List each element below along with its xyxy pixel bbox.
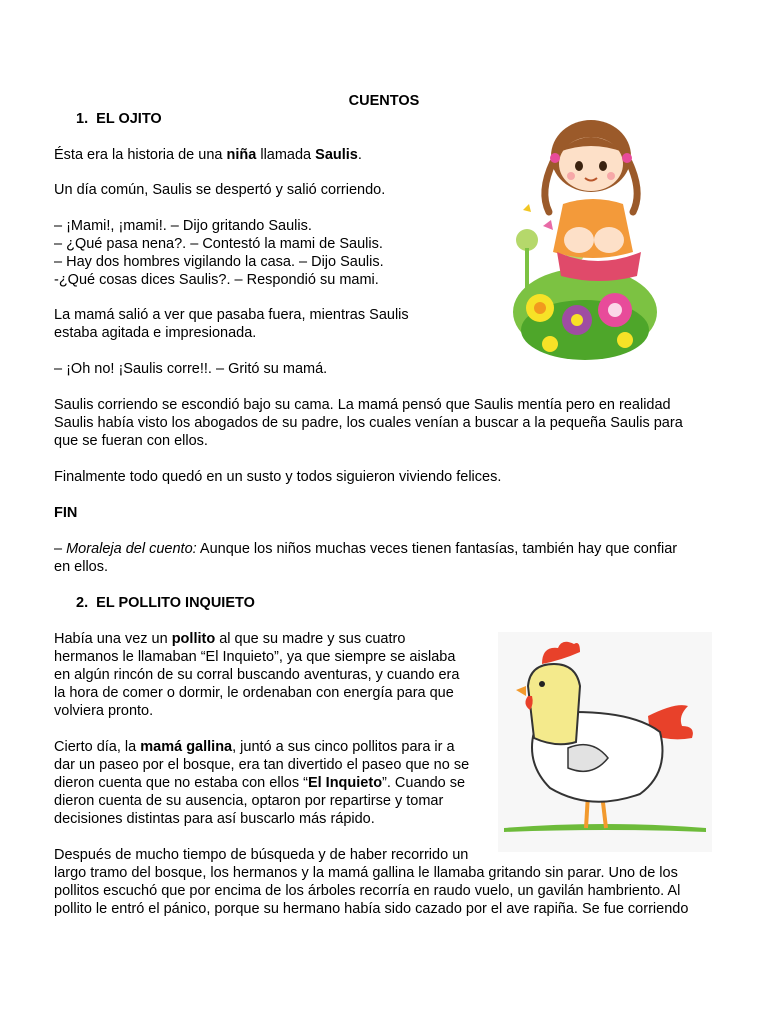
story1-paragraph-4: – ¡Oh no! ¡Saulis corre!!. – Gritó su mamá. xyxy=(54,361,328,377)
story1-paragraph-5-line: Saulis había visto los abogados de su padre, los cuales venían a buscar a la pequeña Saulis para xyxy=(54,415,683,431)
hen-illustration xyxy=(498,632,712,852)
girl-on-flowers-illustration xyxy=(505,112,665,370)
text-run: , juntó a sus cinco pollitos para ir a xyxy=(232,739,455,755)
bold-run: mamá gallina xyxy=(140,739,233,755)
text-run: dieron cuenta que no estaba con ellos “ xyxy=(54,775,308,791)
story1-paragraph-5-line: Saulis corriendo se escondió bajo su cama. La mamá pensó que Saulis mentía pero en realidad xyxy=(54,397,671,413)
story2-p3-line: Después de mucho tiempo de búsqueda y de haber recorrido un xyxy=(54,847,469,863)
story1-paragraph-3-line: La mamá salió a ver que pasaba fuera, mientras Saulis xyxy=(54,307,409,323)
text-run: al que su madre y sus cuatro xyxy=(215,631,406,647)
story2-p2-line: dieron cuenta de su ausencia, optaron por repartirse y tomar xyxy=(54,793,444,809)
butterfly-shape xyxy=(543,220,553,230)
bold-run: El Inquieto xyxy=(307,775,383,791)
story1-paragraph-5-line: que se fueran con ellos. xyxy=(54,433,208,449)
story2-p1-line: volviera pronto. xyxy=(54,703,154,719)
text-run: Cierto día, la xyxy=(54,739,141,755)
bud-shape xyxy=(516,229,538,251)
text-run: Había una vez un xyxy=(54,631,172,647)
dress-shape xyxy=(553,199,633,258)
flower-shape xyxy=(562,305,592,335)
text-run: . xyxy=(357,147,362,163)
flower-shape xyxy=(598,293,632,327)
moral-label: Moraleja del cuento: xyxy=(66,541,197,557)
story2-p1-line: la hora de comer o dormir, le ordenaban con energía para que xyxy=(54,685,454,701)
bold-run: niña xyxy=(226,147,257,163)
bold-run: pollito xyxy=(171,631,216,647)
text-run: ”. Cuando se xyxy=(382,775,466,791)
story2-p1-line xyxy=(54,630,405,648)
story2-p2-line xyxy=(54,738,455,756)
story2-p2-line: dar un paseo por el bosque, era tan divertido el paseo que no se xyxy=(54,757,470,773)
text-run: Aunque los niños muchas veces tienen fantasías, también hay que confiar xyxy=(196,541,678,557)
moral-line-2: en ellos. xyxy=(54,559,109,575)
dialog-line: – Hay dos hombres vigilando la casa. – Dijo Saulis. xyxy=(54,254,384,270)
story2-heading: 2. EL POLLITO INQUIETO xyxy=(76,595,255,611)
moral-line xyxy=(54,540,677,558)
dialog-line: -¿Qué cosas dices Saulis?. – Respondió su mami. xyxy=(54,272,379,288)
bold-run: Saulis xyxy=(315,147,358,163)
story2-p3-line: pollitos escuchó que por encima de los árboles recorría en raudo vuelo, un gavilán hambriento. Al xyxy=(54,883,681,899)
story1-paragraph-2: Un día común, Saulis se despertó y salió corriendo. xyxy=(54,182,386,198)
dialog-line: – ¿Qué pasa nena?. – Contestó la mami de Saulis. xyxy=(54,236,383,252)
story2-p1-line: en algún rincón de su corral buscando aventuras, y cuando era xyxy=(54,667,460,683)
story2-p2-line xyxy=(54,774,465,792)
dialog-line: – ¡Mami!, ¡mami!. – Dijo gritando Saulis. xyxy=(54,218,312,234)
text-run: Ésta era la historia de una xyxy=(54,147,227,163)
story1-paragraph-1 xyxy=(54,146,362,164)
story1-heading: 1. EL OJITO xyxy=(76,111,162,127)
text-run: – xyxy=(54,541,67,557)
story2-p3-line: pollito le entró el pánico, porque su hermano había sido cazado por el ave rapiña. Se fue corriendo xyxy=(54,901,689,917)
flower-shape xyxy=(526,294,554,322)
story2-p3-line: largo tramo del bosque, los hermanos y la mamá gallina le llamaba gritando sin parar. Uno de los xyxy=(54,865,678,881)
document-title: CUENTOS xyxy=(348,93,420,109)
hen-neck-shape xyxy=(528,664,580,744)
butterfly-shape xyxy=(523,204,531,212)
fin-label: FIN xyxy=(54,505,78,521)
story1-paragraph-6: Finalmente todo quedó en un susto y todos siguieron viviendo felices. xyxy=(54,469,502,485)
story1-paragraph-3-line: estaba agitada e impresionada. xyxy=(54,325,257,341)
text-run: llamada xyxy=(256,147,316,163)
story2-p2-line: decisiones distintas para así buscarlo más rápido. xyxy=(54,811,375,827)
story2-p1-line: hermanos le llamaban “El Inquieto”, ya que siempre se aislaba xyxy=(54,649,456,665)
